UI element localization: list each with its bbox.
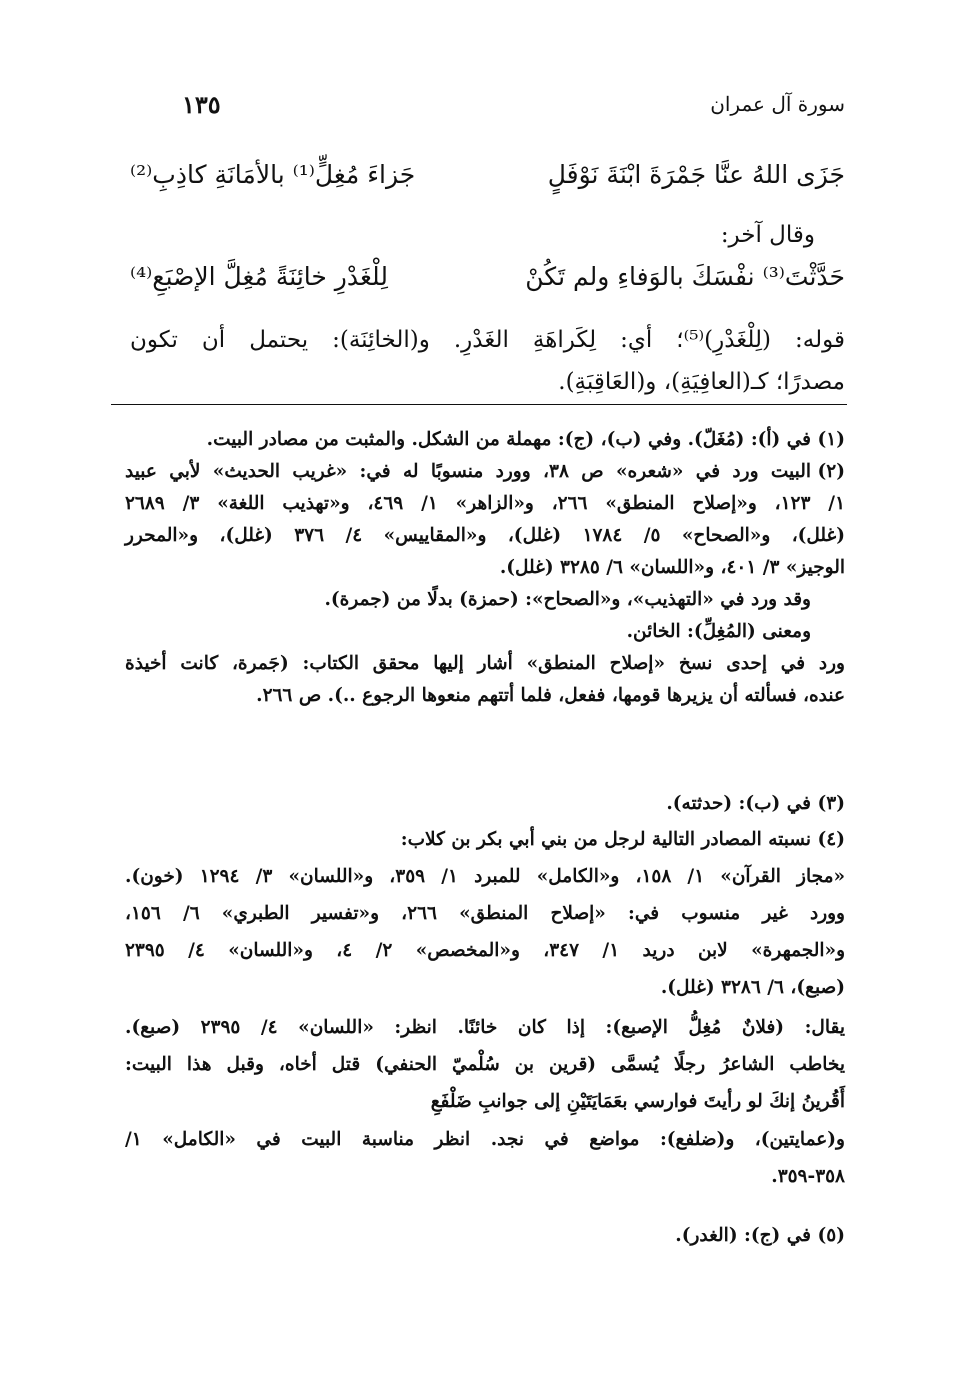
footnote-marker: (١)	[817, 429, 845, 450]
footnote-line: أَقُرينُ إنكَ لو رأيتَ فوارسي بعَمَايَتَيْنِ إلى جوانبِ ضَلْفَعِ	[430, 1091, 845, 1112]
footnote-marker: (٤)	[817, 829, 845, 850]
footnote-line: عنده، فسألته أن يزيرها قومها، ففعل، فلما أتتهم منعوها الرجوع ..). ص ٢٦٦.	[256, 685, 845, 706]
footnote-line: (غلل)، و«الصحاح» ٥/ ١٧٨٤ (غلل)، و«المقاييس» ٤/ ٣٧٦ (غلل)، و«المحرر	[125, 525, 845, 546]
verse-first-hemistich: حَدَّثْتَ⁽³⁾ نفْسَكَ بالوَفاءِ ولم تَكُنْ	[525, 262, 845, 291]
footnote-line: «مجاز القرآن» ١/ ١٥٨، و«الكامل» للمبرد ١/ ٣٥٩، و«اللسان» ٣/ ١٢٩٤ (خون).	[125, 866, 846, 887]
footnote-line: البيت ورد في «شعره» ص ٣٨، وورد منسوبًا له في: «غريب الحديث» لأبي عبيد	[125, 461, 812, 482]
footnote-separator	[111, 404, 847, 405]
footnote-marker: (٢)	[817, 461, 845, 482]
footnote-marker: (٥)	[817, 1225, 845, 1246]
running-header-title: سورة آل عمران	[710, 92, 845, 116]
verse-first-hemistich: جَزَى اللهُ عنَّا جَمْرَةَ ابْنَةَ نَوْفَلٍ	[547, 160, 845, 189]
footnote-marker: (٣)	[817, 793, 845, 814]
poem-verse	[130, 160, 845, 214]
footnote-line: في (أ): (مُغَلّ). وفي (ب)، (ج): مهملة من الشكل. والمثبت من مصادر البيت.	[206, 429, 811, 450]
footnote-line: الوجيز» ٣/ ٤٠١، و«اللسان» ٦/ ٣٢٨٥ (غلل).	[499, 557, 845, 578]
footnote-line: ومعنى (المُغِلِّ): الخائن.	[626, 621, 811, 642]
book-page: سورة آل عمران ١٣٥ جَزَى اللهُ عنَّا جَمْرَةَ ابْنَةَ نَوْفَلٍ جَزاءَ مُغِلٍّ⁽¹⁾ بالأمَانَةِ كاذِبِ⁽²⁾ وقال آخر: حَدَّثْتَ⁽³⁾ نفْسَكَ بالوَفاءِ ولم تَكُنْ لِلْغَدْرِ خائِنَةً مُغِلَّ الإصْبَعِ⁽⁴⁾ قوله: (لِلْغَدْرِ)⁽⁵⁾؛ أي: لِكَراهَةِ الغَدْرِ. و(الخائِنَة): يحتمل أن تكون مصدرًا؛ كـ(العافِيَةِ)، و(العَاقِبَةِ). (١) في (أ): (مُغَلّ). وفي (ب)، (ج): مهملة من الشكل. والمثبت من مصادر البيت. (٢) البيت ورد في «شعره» ص ٣٨، وورد منسوبًا له في: «غريب الحديث» لأبي عبيد ١/ ١٢٣، و«إصلاح المنطق» ٢٦٦، و«الزاهر» ١/ ٤٦٩، و«تهذيب اللغة» ٣/ ٢٦٨٩ (غلل)، و«الصحاح» ٥/ ١٧٨٤ (غلل)، و«المقاييس» ٤/ ٣٧٦ (غلل)، و«المحرر الوجيز» ٣/ ٤٠١، و«اللسان» ٦/ ٣٢٨٥ (غلل). وقد ورد في «التهذيب»، و«الصحاح»: (حمزة) بدلًا من (جمرة). ومعنى (المُغِلِّ): الخائن. ورد في إحدى نسخ «إصلاح المنطق» أشار إليها محقق الكتاب: (جَمرة، كانت أخيذة عنده، فسألته أن يزيرها قومها، ففعل، فلما أتتهم منعوها الرجوع ..). ص ٢٦٦. (٣) في (ب): (حدثته). (٤) نسبته المصادر التالية لرجل من بني أبي بكر بن كلاب: «مجاز القرآن» ١/ ١٥٨، و«الكامل» للمبرد ١/ ٣٥٩، و«اللسان» ٣/ ١٢٩٤ (خون). وورد غير منسوب في: «إصلاح المنطق» ٢٦٦، و«تفسير الطبري» ٦/ ١٥٦، و«الجمهرة» لابن دريد ١/ ٣٤٧، و«المخصص» ٢/ ٤، و«اللسان» ٤/ ٢٣٩٥ (صبع)، ٦/ ٣٢٨٦ (غلل). يقال: (فلانٌ مُغِلُّ الإصبع): إذا كان خائنًا. انظر: «اللسان» ٤/ ٢٣٩٥ (صبع). يخاطب الشاعرُ رجلًا يُسمَّى (قرين بن سُلْميّ الحنفي) قتل أخاه، وقبل هذا البيت: أَقُرينُ إنكَ لو رأيتَ فوارسي بعَمَايَتَيْنِ إلى جوانبِ ضَلْفَعِ و(عمايتين)، و(ضلفع): مواضع في نجد. انظر مناسبة البيت في «الكامل» ١/ ٣٥٨-٣٥٩. (٥) في (ج): (الغدر).	[0, 0, 975, 1380]
footnote-line: ١/ ١٢٣، و«إصلاح المنطق» ٢٦٦، و«الزاهر» ١/ ٤٦٩، و«تهذيب اللغة» ٣/ ٢٦٨٩	[125, 493, 846, 514]
footnote-line: نسبته المصادر التالية لرجل من بني أبي بكر بن كلاب:	[400, 829, 811, 850]
poem-verse	[130, 262, 845, 316]
page-number: ١٣٥	[182, 90, 221, 119]
footnote-line: يقال: (فلانٌ مُغِلُّ الإصبع): إذا كان خائنًا. انظر: «اللسان» ٤/ ٢٣٩٥ (صبع).	[125, 1017, 845, 1038]
verse-second-hemistich: جَزاءَ مُغِلٍّ⁽¹⁾ بالأمَانَةِ كاذِبِ⁽²⁾	[130, 160, 416, 189]
footnote-line: و(عمايتين)، و(ضلفع): مواضع في نجد. انظر مناسبة البيت في «الكامل» ١/	[125, 1129, 845, 1150]
footnote-line: ورد في إحدى نسخ «إصلاح المنطق» أشار إليها محقق الكتاب: (جَمرة، كانت أخيذة	[125, 653, 845, 674]
verse-intro: وقال آخر:	[720, 222, 815, 248]
footnote-line: (صبع)، ٦/ ٣٢٨٦ (غلل).	[660, 977, 845, 998]
footnote-line: و«الجمهرة» لابن دريد ١/ ٣٤٧، و«المخصص» ٢/ ٤، و«اللسان» ٤/ ٢٣٩٥	[125, 940, 846, 961]
footnote-line: ٣٥٨-٣٥٩.	[771, 1166, 845, 1187]
footnote-line: في (ب): (حدثته).	[666, 793, 811, 814]
verse-second-hemistich: لِلْغَدْرِ خائِنَةً مُغِلَّ الإصْبَعِ⁽⁴⁾	[130, 262, 388, 291]
footnote-line: وقد ورد في «التهذيب»، و«الصحاح»: (حمزة) بدلًا من (جمرة).	[324, 589, 811, 610]
footnote-line: في (ج): (الغدر).	[675, 1225, 811, 1246]
footnote-line: يخاطب الشاعرُ رجلًا يُسمَّى (قرين بن سُلْميّ الحنفي) قتل أخاه، وقبل هذا البيت:	[125, 1054, 845, 1075]
footnote-line: وورد غير منسوب في: «إصلاح المنطق» ٢٦٦، و«تفسير الطبري» ٦/ ١٥٦،	[125, 903, 845, 924]
